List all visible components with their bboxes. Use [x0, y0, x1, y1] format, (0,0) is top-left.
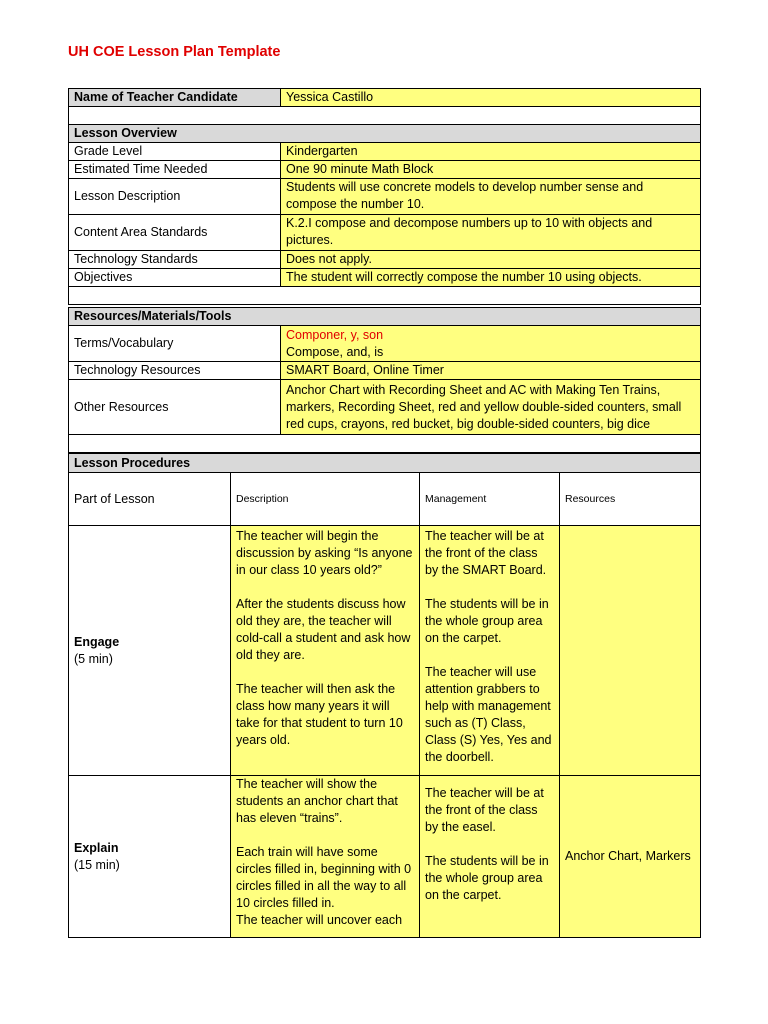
- terms-value: [281, 326, 701, 362]
- engage-management: [420, 526, 560, 776]
- candidate-label: Name of Teacher Candidate: [69, 89, 281, 107]
- explain-time: (15 min): [74, 857, 120, 872]
- terms-english: Compose, and, is: [286, 344, 384, 359]
- overview-value: One 90 minute Math Block: [281, 160, 701, 178]
- overview-label: Content Area Standards: [69, 214, 281, 250]
- lesson-overview-heading: Lesson Overview: [69, 124, 701, 142]
- overview-label: Grade Level: [69, 142, 281, 160]
- col-resources: Resources: [560, 473, 701, 526]
- engage-desc-paragraph: After the students discuss how old they are, the teacher will cold-call a student and ask how old they are.: [236, 597, 411, 662]
- lesson-procedures-heading: Lesson Procedures: [69, 454, 701, 473]
- candidate-table: [68, 88, 701, 107]
- lesson-procedures-table: [68, 453, 701, 938]
- engage-part: [69, 526, 231, 776]
- engage-description: [231, 526, 420, 776]
- engage-mgmt-paragraph: The students will be in the whole group area on the carpet.: [425, 597, 549, 645]
- explain-mgmt-paragraph: The students will be in the whole group area on the carpet.: [425, 854, 549, 902]
- explain-part: [69, 776, 231, 938]
- engage-resources: [560, 526, 701, 776]
- col-part-of-lesson: Part of Lesson: [69, 473, 231, 526]
- tech-resources-value: SMART Board, Online Timer: [281, 362, 701, 380]
- overview-label: Estimated Time Needed: [69, 160, 281, 178]
- overview-label: Objectives: [69, 268, 281, 286]
- terms-spanish: Componer, y, son: [286, 327, 384, 342]
- document-title: UH COE Lesson Plan Template: [68, 44, 281, 60]
- col-description: Description: [231, 473, 420, 526]
- explain-desc-paragraph: The teacher will show the students an anchor chart that has eleven “trains”.: [236, 777, 398, 825]
- overview-value: Kindergarten: [281, 142, 701, 160]
- terms-label: Terms/Vocabulary: [69, 326, 281, 362]
- engage-mgmt-paragraph: The teacher will use attention grabbers to help with management such as (T) Class, Class (S) Yes, Yes and the doorbell.: [425, 665, 552, 764]
- engage-mgmt-paragraph: The teacher will be at the front of the class by the SMART Board.: [425, 529, 547, 577]
- engage-desc-paragraph: The teacher will then ask the class how many years it will take for that student to turn 10 years old.: [236, 682, 403, 747]
- col-management: Management: [420, 473, 560, 526]
- other-resources-label: Other Resources: [69, 380, 281, 435]
- engage-time: (5 min): [74, 651, 113, 666]
- explain-name: Explain: [74, 840, 119, 855]
- candidate-value: Yessica Castillo: [281, 89, 701, 107]
- overview-value: The student will correctly compose the number 10 using objects.: [281, 268, 701, 286]
- explain-mgmt-paragraph: The teacher will be at the front of the class by the easel.: [425, 786, 544, 834]
- overview-label: Technology Standards: [69, 250, 281, 268]
- other-resources-value: Anchor Chart with Recording Sheet and AC with Making Ten Trains, markers, Recording Sheet, red and yellow double-sided counters, small red cups, crayons, red bucket, big double-sided counters, big dice: [281, 380, 701, 435]
- explain-resources: Anchor Chart, Markers: [560, 776, 701, 938]
- lesson-overview-table: [68, 106, 701, 305]
- engage-desc-paragraph: The teacher will begin the discussion by asking “Is anyone in our class 10 years old?”: [236, 529, 413, 577]
- resources-table: [68, 307, 701, 453]
- explain-management: [420, 776, 560, 938]
- explain-description: [231, 776, 420, 938]
- overview-label: Lesson Description: [69, 178, 281, 214]
- resources-heading: Resources/Materials/Tools: [69, 308, 701, 326]
- engage-name: Engage: [74, 634, 120, 649]
- overview-value: Does not apply.: [281, 250, 701, 268]
- explain-desc-paragraph: The teacher will uncover each: [236, 913, 403, 927]
- overview-value: Students will use concrete models to develop number sense and compose the number 10.: [281, 178, 701, 214]
- overview-value: K.2.I compose and decompose numbers up to 10 with objects and pictures.: [281, 214, 701, 250]
- explain-desc-paragraph: Each train will have some circles filled in, beginning with 0 circles filled in all the way to all 10 circles filled in.: [236, 845, 412, 910]
- tech-resources-label: Technology Resources: [69, 362, 281, 380]
